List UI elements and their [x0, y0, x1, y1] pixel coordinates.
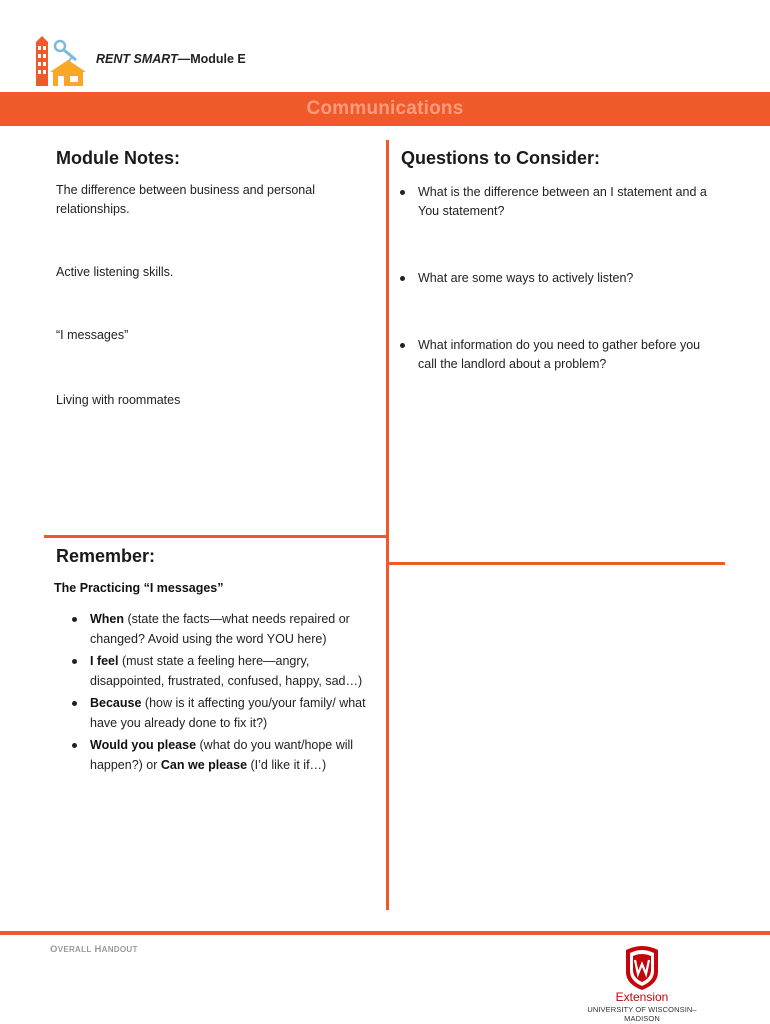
- page-title: Communications: [306, 98, 464, 119]
- module-italic: RENT SMART: [96, 52, 178, 66]
- footer-label: [50, 944, 138, 955]
- question-item: [400, 183, 720, 221]
- item-text: (state the facts—what needs repaired or changed? Avoid using the word YOU here): [90, 612, 350, 646]
- item-text: (what do you want/hope will happen?) or: [90, 738, 354, 772]
- list-item: [72, 735, 372, 775]
- question-item: [400, 269, 720, 288]
- list-item: [72, 609, 372, 649]
- item-keyword: Because: [90, 696, 142, 710]
- note-item: “I messages”: [56, 328, 129, 342]
- footer-label-initial: O: [50, 944, 58, 955]
- module-rest: —Module E: [177, 52, 246, 66]
- note-item: Living with roommates: [56, 393, 181, 407]
- vertical-divider: [386, 140, 389, 910]
- footer-label-smallcaps: VERALL: [57, 945, 92, 954]
- item-keyword: I feel: [90, 654, 119, 668]
- note-item: The difference between business and personal relationships.: [56, 183, 315, 216]
- item-keyword: When: [90, 612, 125, 626]
- bullet-icon: [72, 659, 77, 664]
- item-text: (how is it affecting you/your family/ what have you already done to fix it?): [90, 696, 366, 730]
- item-keyword: Would you please: [90, 738, 197, 752]
- note-item: Active listening skills.: [56, 265, 174, 279]
- bullet-icon: [72, 743, 77, 748]
- bullet-icon: [400, 343, 405, 348]
- footer-divider: [0, 931, 770, 935]
- question-text: What is the difference between an I statement and a You statement?: [418, 185, 707, 218]
- bullet-icon: [72, 701, 77, 706]
- title-band: [0, 92, 770, 126]
- remember-heading: Remember:: [56, 546, 156, 566]
- item-text: (must state a feeling here—angry, disappointed, frustrated, confused, happy, sad…): [90, 654, 363, 688]
- question-item: [400, 336, 720, 374]
- item-keyword: Can we please: [160, 758, 248, 772]
- uw-crest-icon: [622, 942, 662, 992]
- question-text: What information do you need to gather before you call the landlord about a problem?: [418, 338, 701, 371]
- remember-list: [72, 609, 372, 777]
- questions-heading: Questions to Consider:: [401, 148, 601, 168]
- bullet-icon: [400, 190, 405, 195]
- bullet-icon: [72, 617, 77, 622]
- module-label: [96, 52, 246, 66]
- footer-label-smallcaps: ANDOUT: [101, 945, 138, 954]
- module-notes-heading: Module Notes:: [56, 148, 180, 168]
- remember-subheading: The Practicing “I messages”: [54, 581, 224, 595]
- list-item: [72, 651, 372, 691]
- footer-label-initial: H: [94, 944, 102, 955]
- question-text: What are some ways to actively listen?: [418, 271, 634, 285]
- bullet-icon: [400, 276, 405, 281]
- extension-logo-text: Extension: [615, 990, 669, 1004]
- list-item: [72, 693, 372, 733]
- item-text: (I’d like it if…): [247, 758, 327, 772]
- university-logo-text: UNIVERSITY OF WISCONSIN–MADISON: [587, 1005, 697, 1023]
- left-divider: [44, 535, 387, 538]
- right-divider: [389, 562, 725, 565]
- rent-smart-logo: [34, 36, 88, 88]
